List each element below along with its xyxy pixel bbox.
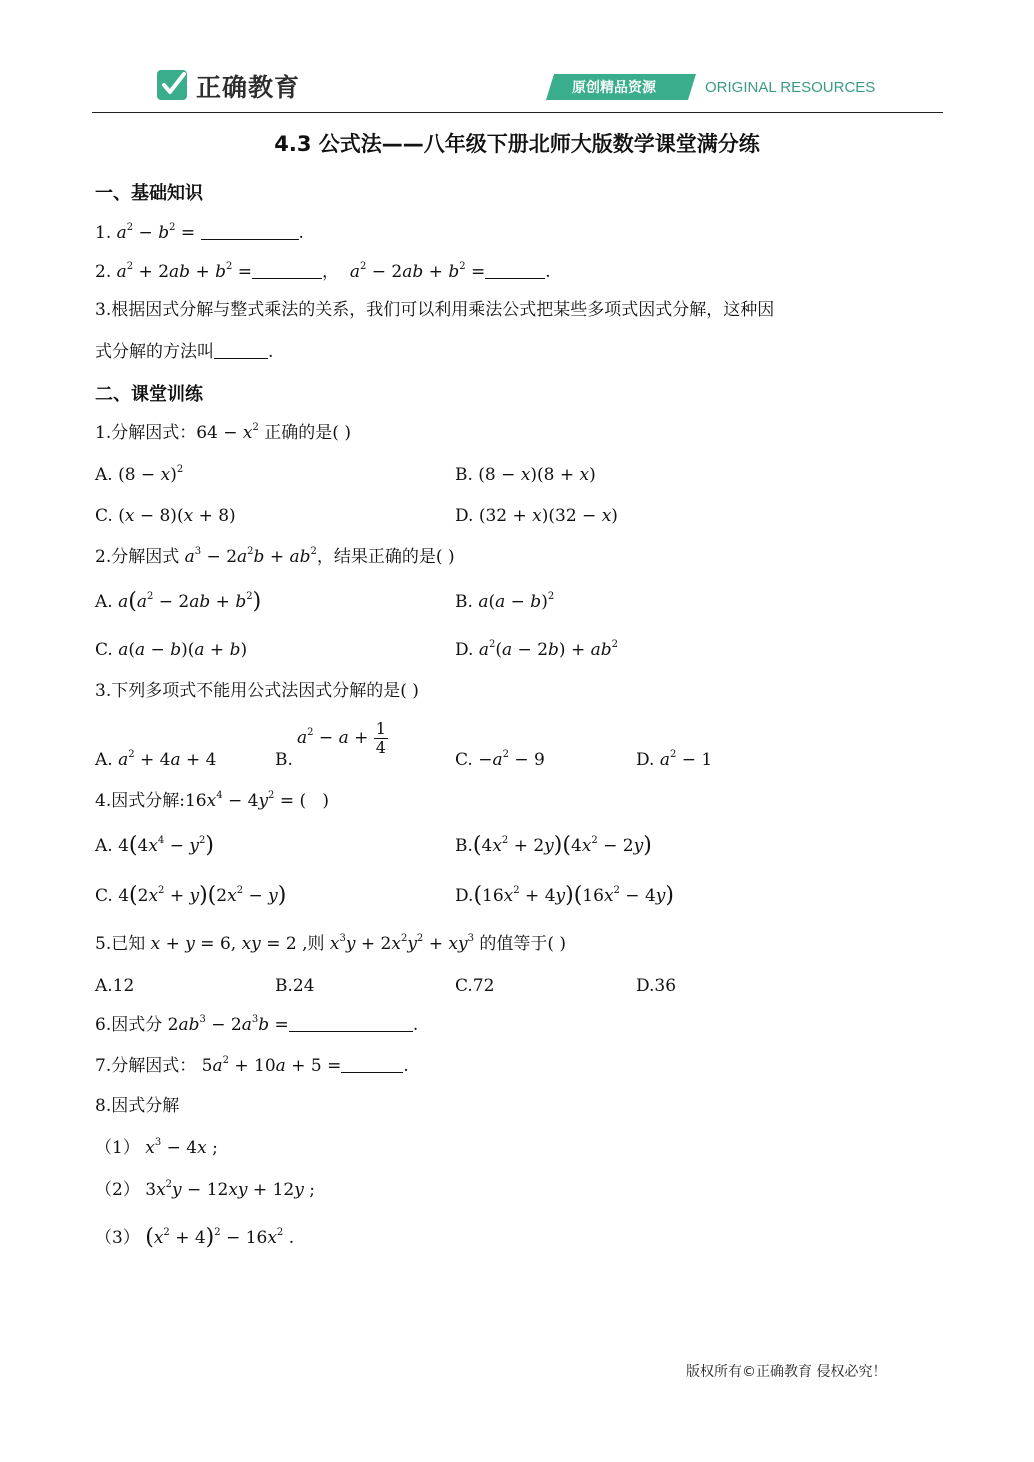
q1-option-b: B. (8 − x)(8 + x) [455, 465, 596, 485]
copyright-footer: 版权所有©正确教育 侵权必究！ [686, 1364, 887, 1380]
practice-q8: 8.因式分解 [95, 1096, 180, 1116]
q4-option-b: $B.(4x^2 + 2y)(4x^2 - 2y)$ [455, 833, 652, 858]
banner-text-en: ORIGINAL RESOURCES [705, 79, 876, 96]
q8-part2: （2） $3x^2y - 12xy + 12y$ ; [95, 1179, 315, 1200]
section-practice-title: 二、课堂训练 [95, 384, 203, 405]
q1-option-c: C. (x − 8)(x + 8) [95, 506, 236, 526]
q3-option-c: C. $-a^2 - 9$ [455, 749, 545, 770]
q2-option-d: D. $a^2(a - 2b) + ab^2$ [455, 639, 618, 660]
logo-text: 正确教育 [196, 73, 301, 102]
practice-q1: 1.分解因式：$64 - x^2$ 正确的是( ) [95, 422, 351, 443]
q2-option-b: B. $a(a - b)^2$ [455, 591, 555, 612]
document-title: 4.3 公式法——八年级下册北师大版数学课堂满分练 [274, 132, 760, 156]
q3-option-b-expr: $a^2 - a$ + $\frac{1}{4}$ [297, 719, 386, 757]
q2-option-a: A. $a(a^2 - 2ab + b^2)$ [95, 589, 262, 614]
basic-q2: 2. $a^2 + 2ab + b^2$ = ， $a^2 - 2ab + b^2$ = . [95, 261, 551, 282]
q2-option-c: C. a(a − b)(a + b) [95, 640, 248, 660]
basic-q1: 1. $a^2 - b^2$ = . [95, 222, 304, 243]
practice-q3: 3.下列多项式不能用公式法因式分解的是( ) [95, 681, 419, 701]
q5-option-d: D.36 [636, 976, 677, 996]
q8-part3: （3） $(x^2 + 4)^2 - 16x^2$ . [95, 1225, 295, 1250]
banner-text-cn: 原创精品资源 [572, 80, 656, 96]
q5-option-a: A.12 [95, 976, 135, 996]
practice-q2: 2.分解因式 $a^3 - 2a^2b + ab^2$，结果正确的是( ) [95, 546, 455, 567]
practice-q4: 4.因式分解$:16x^4 - 4y^2$ = ( ) [95, 790, 329, 811]
q3-option-d: D. $a^2 - 1$ [636, 749, 713, 770]
section-basic-title: 一、基础知识 [95, 183, 203, 204]
basic-q3-line2: 式分解的方法叫 . [95, 342, 274, 362]
q4-option-c: C. $4(2x^2 + y)(2x^2 - y)$ [95, 883, 287, 908]
q4-option-d: $D.(16x^2 + 4y)(16x^2 - 4y)$ [455, 883, 674, 908]
basic-q3-line1: 3.根据因式分解与整式乘法的关系，我们可以利用乘法公式把某些多项式因式分解，这种因 [95, 300, 775, 320]
q5-option-b: B.24 [275, 976, 315, 996]
practice-q7: 7.分解因式： $5a^2 + 10a + 5$ = . [95, 1055, 409, 1076]
header-divider [92, 112, 943, 113]
practice-q6: 6.因式分 $2ab^3 - 2a^3b$ = . [95, 1014, 419, 1035]
q3-option-a: A. $a^2 + 4a + 4$ [95, 749, 217, 770]
q8-part1: （1） $x^3 - 4x$ ; [95, 1137, 218, 1158]
practice-q5: 5.已知 x + y = 6, xy = 2 ,则 $x^3y + 2x^2y^2 + xy^3$ 的值等于( ) [95, 933, 567, 954]
q5-option-c: C.72 [455, 976, 495, 996]
q1-option-a: A. $(8 - x)^2$ [95, 464, 184, 485]
q3-option-b-label: B. [275, 750, 293, 770]
q4-option-a: A. $4(4x^4 - y^2)$ [95, 833, 214, 858]
logo-check-icon [157, 68, 189, 102]
q1-option-d: D. (32 + x)(32 − x) [455, 506, 618, 526]
